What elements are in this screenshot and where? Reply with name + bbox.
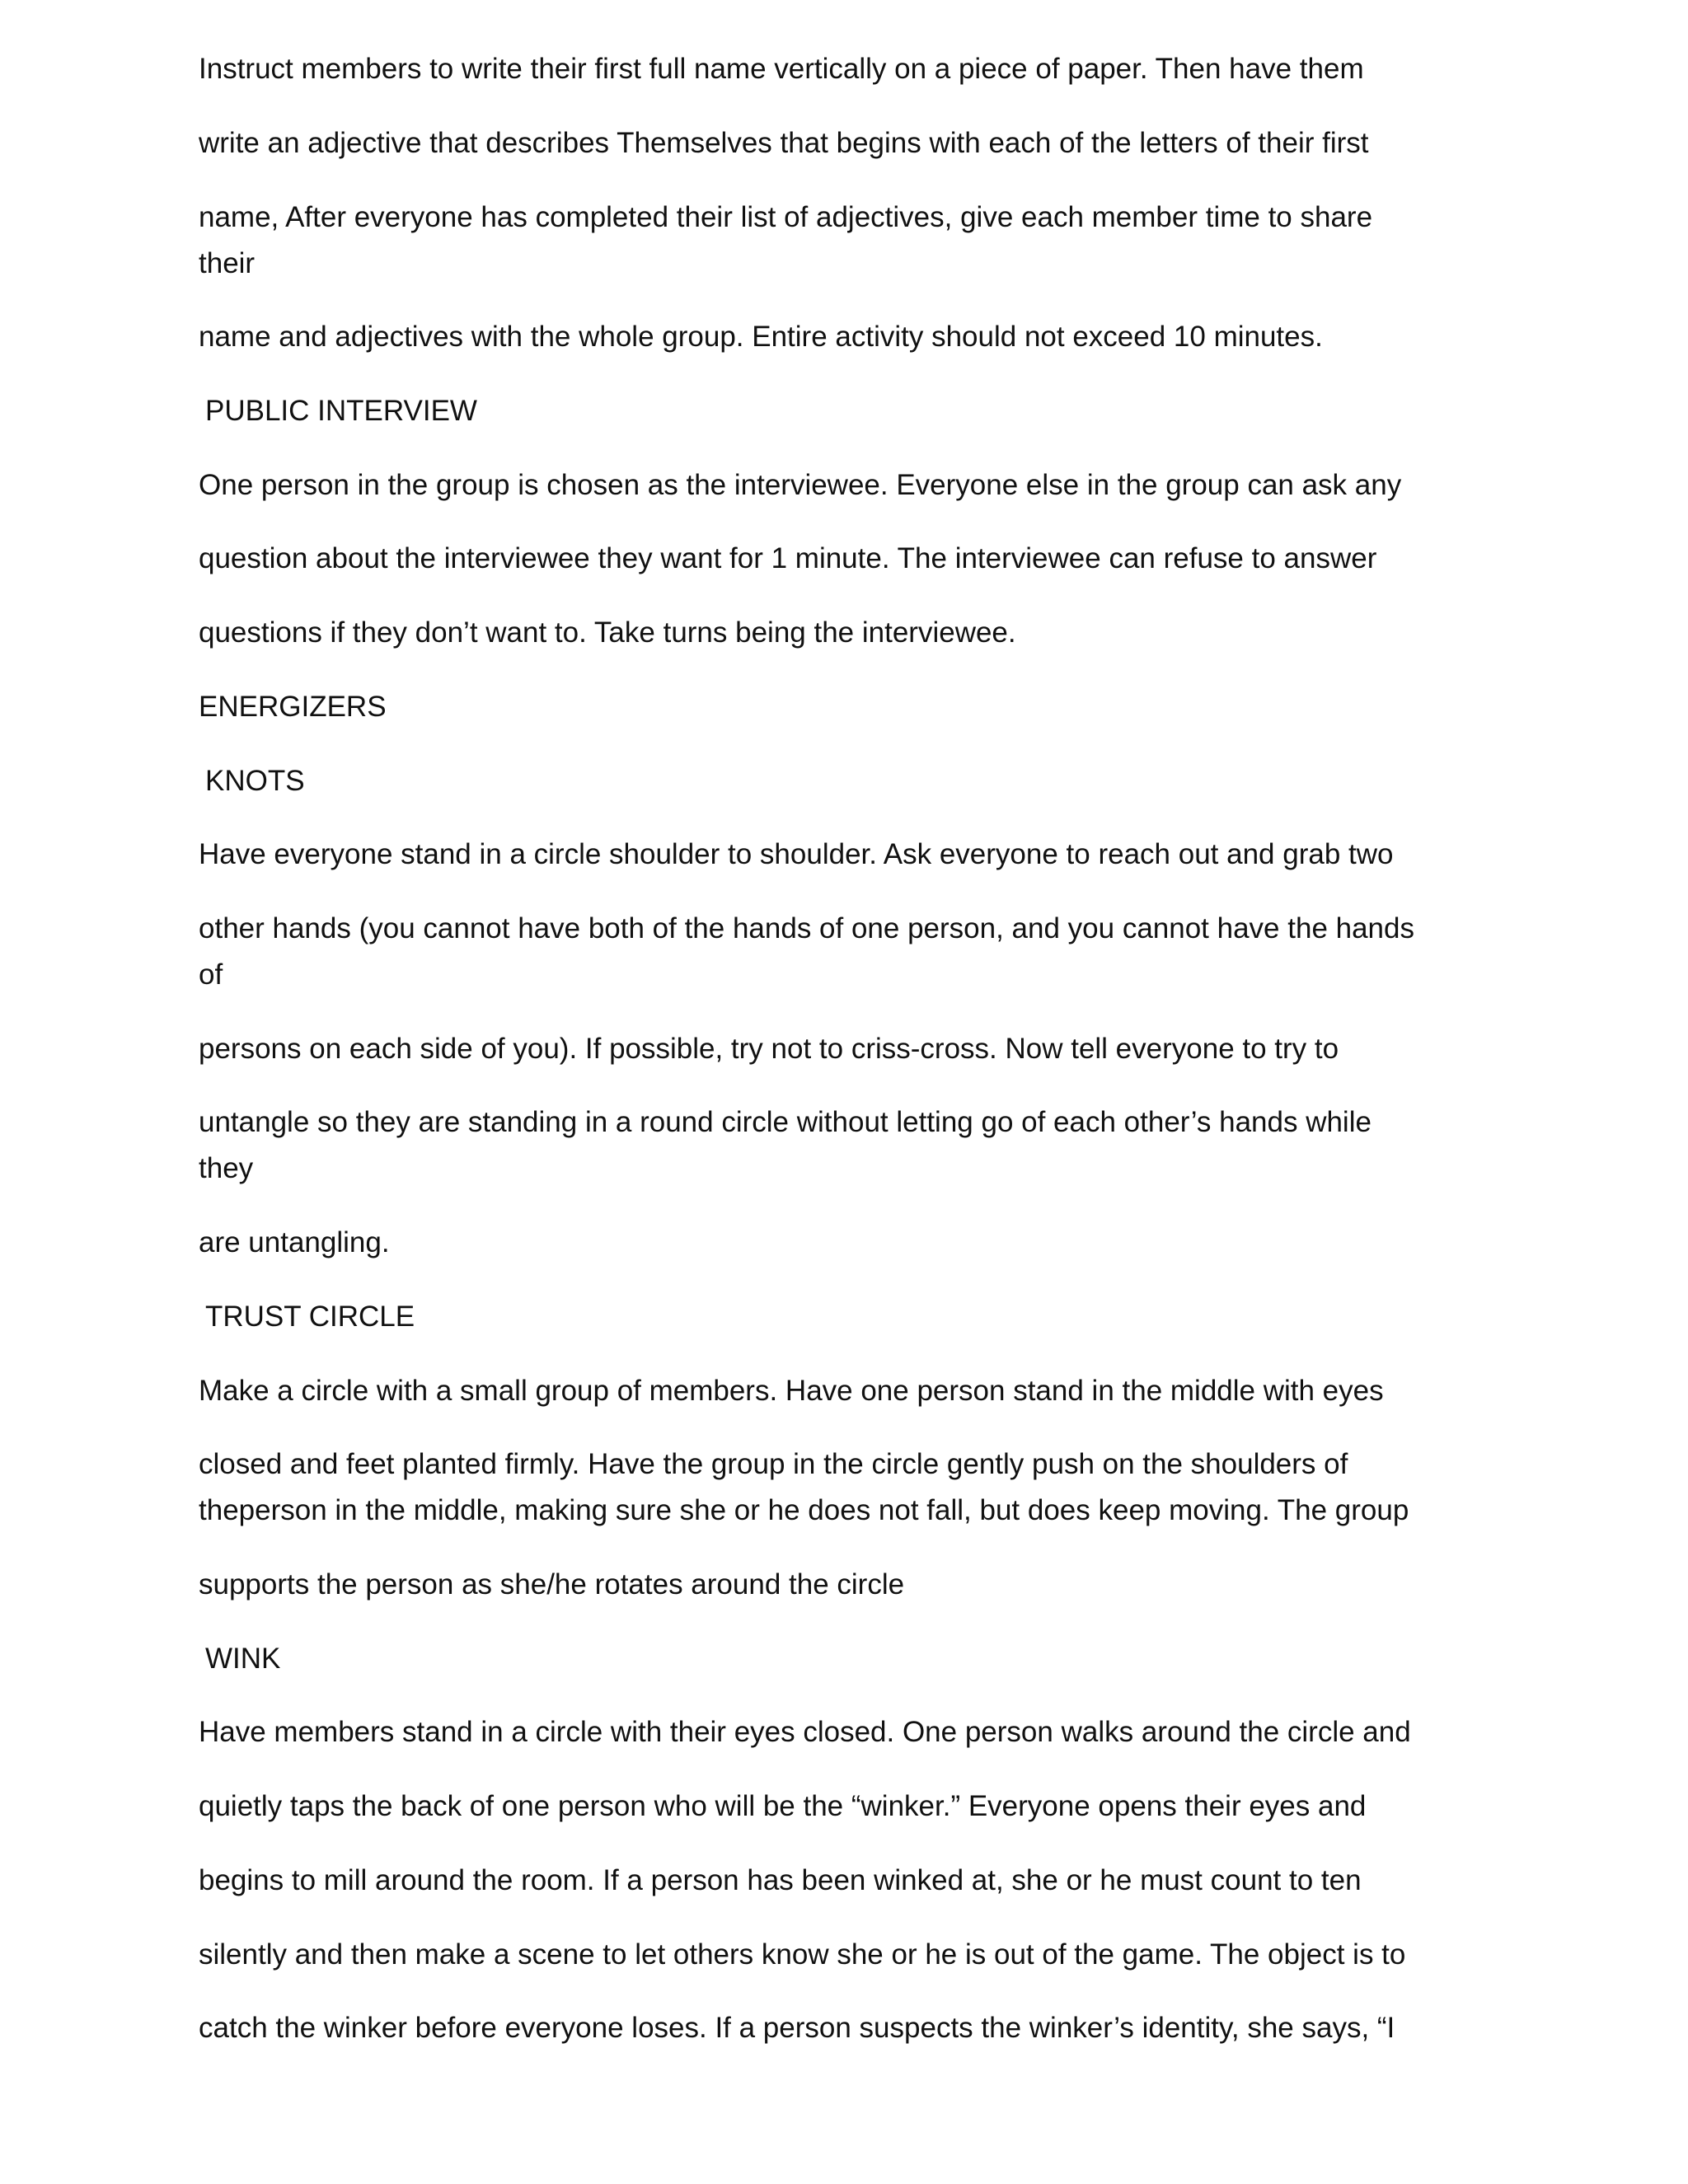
text-line: Make a circle with a small group of members. Have one person stand in the middle with eyes bbox=[199, 1375, 1384, 1407]
text-line: Have members stand in a circle with their eyes closed. One person walks around the circle and bbox=[199, 1716, 1411, 1748]
text-line: quietly taps the back of one person who will be the “winker.” Everyone opens their eyes and bbox=[199, 1790, 1367, 1822]
text-line: catch the winker before everyone loses. If a person suspects the winker’s identity, she says, “I bbox=[199, 2012, 1395, 2044]
text-line: silently and then make a scene to let others know she or he is out of the game. The object is to bbox=[199, 1938, 1406, 1971]
text-line: One person in the group is chosen as the interviewee. Everyone else in the group can ask any bbox=[199, 469, 1402, 501]
text-line: untangle so they are standing in a round circle without letting go of each other’s hands while bbox=[199, 1106, 1372, 1138]
text-line: begins to mill around the room. If a person has been winked at, she or he must count to ten bbox=[199, 1864, 1362, 1896]
text-line: theperson in the middle, making sure she or he does not fall, but does keep moving. The group bbox=[199, 1494, 1409, 1526]
section-heading-public-interview: PUBLIC INTERVIEW bbox=[205, 395, 477, 427]
text-line: their bbox=[199, 247, 256, 279]
text-line: write an adjective that describes Themselves that begins with each of the letters of their first bbox=[199, 127, 1369, 159]
text-line: persons on each side of you). If possible, try not to criss-cross. Now tell everyone to try to bbox=[199, 1033, 1339, 1065]
section-heading-wink: WINK bbox=[205, 1643, 281, 1675]
text-line: of bbox=[199, 958, 223, 991]
text-line: name and adjectives with the whole group. Entire activity should not exceed 10 minutes. bbox=[199, 321, 1323, 353]
text-line: closed and feet planted firmly. Have the group in the circle gently push on the shoulders of bbox=[199, 1448, 1348, 1480]
text-line: questions if they don’t want to. Take turns being the interviewee. bbox=[199, 616, 1016, 649]
text-line: supports the person as she/he rotates around the circle bbox=[199, 1568, 905, 1601]
section-heading-trust-circle: TRUST CIRCLE bbox=[205, 1301, 415, 1333]
text-line: Have everyone stand in a circle shoulder to shoulder. Ask everyone to reach out and grab two bbox=[199, 838, 1394, 870]
text-line: other hands (you cannot have both of the hands of one person, and you cannot have the hands bbox=[199, 912, 1414, 944]
text-line: they bbox=[199, 1152, 254, 1184]
text-line: name, After everyone has completed their list of adjectives, give each member time to share bbox=[199, 201, 1373, 233]
text-line: Instruct members to write their first full name vertically on a piece of paper. Then have them bbox=[199, 53, 1364, 85]
section-heading-knots: KNOTS bbox=[205, 765, 305, 797]
text-line: are untangling. bbox=[199, 1226, 390, 1258]
text-line: question about the interviewee they want for 1 minute. The interviewee can refuse to answer bbox=[199, 542, 1377, 574]
section-heading-energizers: ENERGIZERS bbox=[199, 691, 387, 723]
